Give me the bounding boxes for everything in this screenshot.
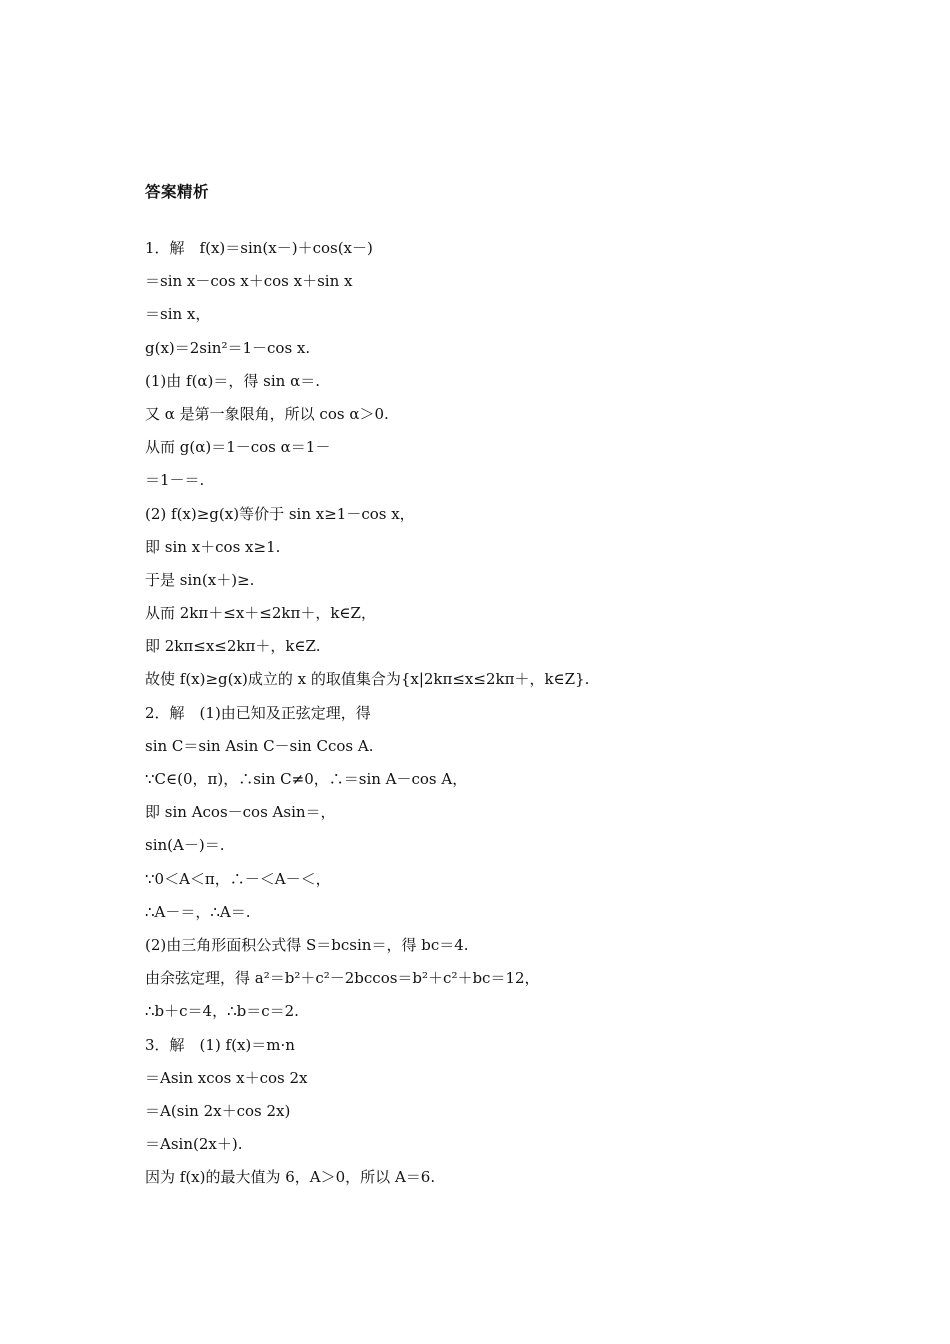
solution-line: ＝sin x，	[145, 305, 211, 324]
solution-line: g(x)＝2sin²＝1－cos x.	[145, 338, 311, 357]
solution-line: 2．解 (1)由已知及正弦定理，得	[145, 703, 371, 722]
solution-line: 从而 g(α)＝1－cos α＝1－	[145, 438, 331, 457]
solution-line: 从而 2kπ＋≤x＋≤2kπ＋，k∈Z，	[145, 604, 376, 623]
solution-line: sin(A－)＝.	[145, 836, 225, 855]
solution-line: (2)由三角形面积公式得 S＝bcsin＝，得 bc＝4.	[145, 935, 469, 954]
answer-heading: 答案精析	[145, 183, 210, 201]
solution-line: ∵C∈(0，π)，∴sin C≠0，∴＝sin A－cos A，	[145, 770, 468, 788]
solution-line: 故使 f(x)≥g(x)成立的 x 的取值集合为{x|2kπ≤x≤2kπ＋，k∈Z}.	[145, 670, 590, 689]
solution-line: 即 sin Acos－cos Asin＝，	[145, 803, 336, 822]
solution-line: 即 sin x＋cos x≥1.	[145, 537, 281, 556]
solution-line: ＝A(sin 2x＋cos 2x)	[145, 1101, 291, 1120]
solution-line: ∴b＋c＝4，∴b＝c＝2.	[145, 1002, 299, 1021]
solution-line: ＝Asin xcos x＋cos 2x	[145, 1068, 308, 1087]
solution-line: 即 2kπ≤x≤2kπ＋，k∈Z.	[145, 637, 321, 656]
solution-line: 因为 f(x)的最大值为 6，A＞0，所以 A＝6.	[145, 1168, 436, 1187]
solution-line: ∴A－＝，∴A＝.	[145, 902, 251, 921]
solution-line: ＝sin x－cos x＋cos x＋sin x	[145, 272, 353, 291]
solution-line: 1．解 f(x)＝sin(x－)＋cos(x－)	[145, 239, 373, 257]
solution-line: 于是 sin(x＋)≥.	[145, 570, 255, 589]
solution-line: ＝1－＝.	[145, 471, 205, 490]
solution-line: 由余弦定理，得 a²＝b²＋c²－2bccos＝b²＋c²＋bc＝12，	[145, 969, 540, 988]
solution-line: ∵0＜A＜π，∴－＜A－＜，	[145, 869, 331, 888]
solution-line: 3．解 (1) f(x)＝m·n	[145, 1035, 295, 1054]
solution-line: sin C＝sin Asin C－sin Ccos A.	[145, 736, 374, 755]
solution-line: 又 α 是第一象限角，所以 cos α＞0.	[145, 404, 389, 423]
answer-body	[145, 236, 845, 1198]
solution-line: (2) f(x)≥g(x)等价于 sin x≥1－cos x，	[145, 504, 415, 523]
solution-line: ＝Asin(2x＋).	[145, 1135, 243, 1154]
solution-line: (1)由 f(α)＝，得 sin α＝.	[145, 371, 320, 390]
